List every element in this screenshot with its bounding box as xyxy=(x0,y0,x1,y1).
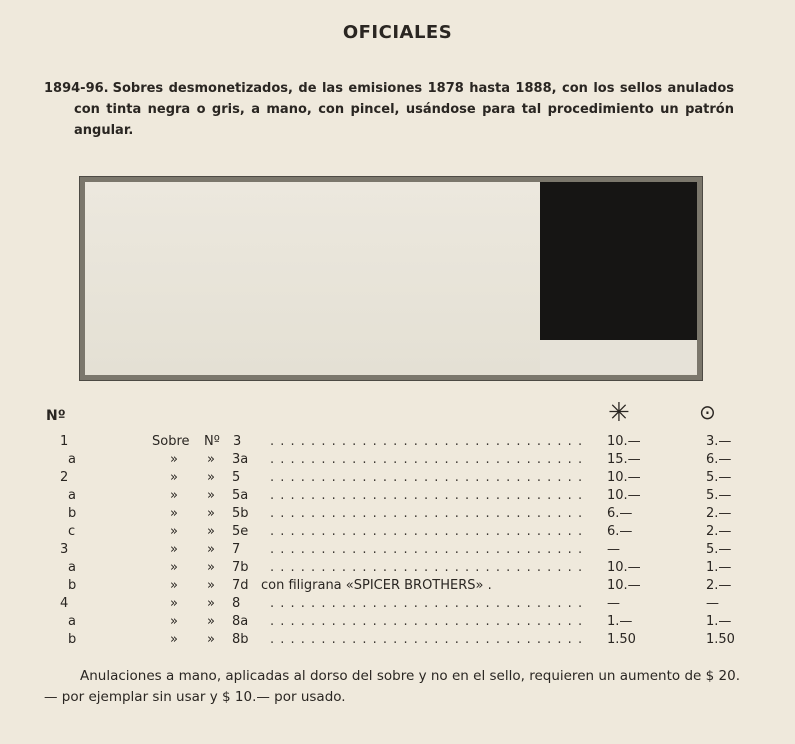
row-letter: a xyxy=(68,614,76,629)
row-unused-price: 1.50 xyxy=(607,632,636,647)
footer-text: Anulaciones a mano, aplicadas al dorso del sobre y no en el sello, requieren un aumento de $ 20.— por ejemplar sin usar y $ 10.— por usado. xyxy=(44,668,740,705)
row-used-price: 2.— xyxy=(706,578,732,593)
row-ditto-2: » xyxy=(207,542,215,557)
row-unused-price: 10.— xyxy=(607,578,641,593)
row-ditto-2: » xyxy=(207,470,215,485)
row-number: 4 xyxy=(60,596,69,611)
row-ditto-1: » xyxy=(170,506,178,521)
row-letter: c xyxy=(68,524,76,539)
table-row xyxy=(0,614,795,632)
row-sobre-label: Sobre xyxy=(152,434,190,449)
row-unused-price: 15.— xyxy=(607,452,641,467)
row-ditto-2: » xyxy=(207,596,215,611)
row-reference: 7 xyxy=(232,542,241,557)
row-unused-price: 10.— xyxy=(607,560,641,575)
row-ditto-2: » xyxy=(207,524,215,539)
row-used-price: 5.— xyxy=(706,488,732,503)
row-number: 3 xyxy=(60,542,69,557)
intro-text: Sobres desmonetizados, de las emisiones 1878 hasta 1888, con los sellos anulados con tinta negra o gris, a mano, con pincel, usándose para tal procedimiento un patrón angular. xyxy=(74,81,734,138)
row-ditto-1: » xyxy=(170,470,178,485)
row-letter: a xyxy=(68,452,76,467)
table-row xyxy=(0,578,795,596)
table-row xyxy=(0,470,795,488)
row-description: con filigrana «SPICER BROTHERS» . xyxy=(261,578,492,593)
table-row xyxy=(0,524,795,542)
row-used-price: 2.— xyxy=(706,524,732,539)
row-reference: 5e xyxy=(232,524,249,539)
row-letter: b xyxy=(68,578,77,593)
row-ditto-2: » xyxy=(207,560,215,575)
row-unused-price: — xyxy=(607,596,620,611)
table-row xyxy=(0,488,795,506)
row-used-price: 1.— xyxy=(706,560,732,575)
row-ditto-1: » xyxy=(170,560,178,575)
row-used-price: 2.— xyxy=(706,506,732,521)
row-used-price: 6.— xyxy=(706,452,732,467)
row-used-price: 3.— xyxy=(706,434,732,449)
row-letter: a xyxy=(68,560,76,575)
unused-symbol-icon: ✳ xyxy=(608,398,630,428)
row-used-price: — xyxy=(706,596,719,611)
row-ditto-2: » xyxy=(207,632,215,647)
row-ditto-1: » xyxy=(170,632,178,647)
row-leader-dots: . . . . . . . . . . . . . . . . . . . . . . . . . . . . . . . xyxy=(270,524,584,539)
row-reference: 3a xyxy=(232,452,249,467)
row-reference: 3 xyxy=(233,434,242,449)
table-row xyxy=(0,596,795,614)
row-leader-dots: . . . . . . . . . . . . . . . . . . . . . . . . . . . . . . . xyxy=(270,560,584,575)
row-leader-dots: . . . . . . . . . . . . . . . . . . . . . . . . . . . . . . . xyxy=(270,488,584,503)
table-row xyxy=(0,542,795,560)
table-row xyxy=(0,632,795,650)
row-leader-dots: . . . . . . . . . . . . . . . . . . . . . . . . . . . . . . . xyxy=(270,452,584,467)
row-leader-dots: . . . . . . . . . . . . . . . . . . . . . . . . . . . . . . . xyxy=(270,632,584,647)
row-leader-dots: . . . . . . . . . . . . . . . . . . . . . . . . . . . . . . . xyxy=(270,506,584,521)
row-unused-price: 10.— xyxy=(607,434,641,449)
row-ditto-2: Nº xyxy=(204,434,220,449)
row-ditto-2: » xyxy=(207,578,215,593)
row-unused-price: 1.— xyxy=(607,614,633,629)
row-ditto-2: » xyxy=(207,506,215,521)
row-reference: 8a xyxy=(232,614,249,629)
row-number: 1 xyxy=(60,434,69,449)
row-reference: 8 xyxy=(232,596,241,611)
row-unused-price: 6.— xyxy=(607,506,633,521)
row-leader-dots: . . . . . . . . . . . . . . . . . . . . . . . . . . . . . . . xyxy=(270,542,584,557)
row-reference: 7d xyxy=(232,578,249,593)
row-unused-price: 10.— xyxy=(607,470,641,485)
row-reference: 8b xyxy=(232,632,249,647)
table-row xyxy=(0,506,795,524)
table-row xyxy=(0,452,795,470)
row-ditto-2: » xyxy=(207,452,215,467)
row-ditto-1: » xyxy=(170,488,178,503)
page-title: OFICIALES xyxy=(342,22,453,43)
row-letter: b xyxy=(68,506,77,521)
row-reference: 5 xyxy=(232,470,241,485)
row-unused-price: 10.— xyxy=(607,488,641,503)
row-used-price: 1.50 xyxy=(706,632,735,647)
row-unused-price: — xyxy=(607,542,620,557)
row-letter: a xyxy=(68,488,76,503)
number-column-header: Nº xyxy=(46,408,66,424)
row-ditto-1: » xyxy=(170,578,178,593)
row-ditto-1: » xyxy=(170,614,178,629)
used-symbol-icon: ⊙ xyxy=(699,400,716,424)
row-ditto-1: » xyxy=(170,596,178,611)
row-leader-dots: . . . . . . . . . . . . . . . . . . . . . . . . . . . . . . . xyxy=(270,614,584,629)
row-ditto-2: » xyxy=(207,614,215,629)
row-ditto-1: » xyxy=(170,524,178,539)
row-unused-price: 6.— xyxy=(607,524,633,539)
row-ditto-2: » xyxy=(207,488,215,503)
intro-date-range: 1894-96. xyxy=(44,81,109,96)
row-used-price: 1.— xyxy=(706,614,732,629)
row-number: 2 xyxy=(60,470,69,485)
row-used-price: 5.— xyxy=(706,542,732,557)
row-ditto-1: » xyxy=(170,542,178,557)
row-used-price: 5.— xyxy=(706,470,732,485)
footer-note xyxy=(44,666,740,708)
row-reference: 5b xyxy=(232,506,249,521)
row-leader-dots: . . . . . . . . . . . . . . . . . . . . . . . . . . . . . . . xyxy=(270,470,584,485)
table-row xyxy=(0,434,795,452)
row-reference: 5a xyxy=(232,488,249,503)
row-leader-dots: . . . . . . . . . . . . . . . . . . . . . . . . . . . . . . . xyxy=(270,596,584,611)
row-ditto-1: » xyxy=(170,452,178,467)
table-row xyxy=(0,560,795,578)
row-leader-dots: . . . . . . . . . . . . . . . . . . . . . . . . . . . . . . . xyxy=(270,434,584,449)
row-reference: 7b xyxy=(232,560,249,575)
row-letter: b xyxy=(68,632,77,647)
